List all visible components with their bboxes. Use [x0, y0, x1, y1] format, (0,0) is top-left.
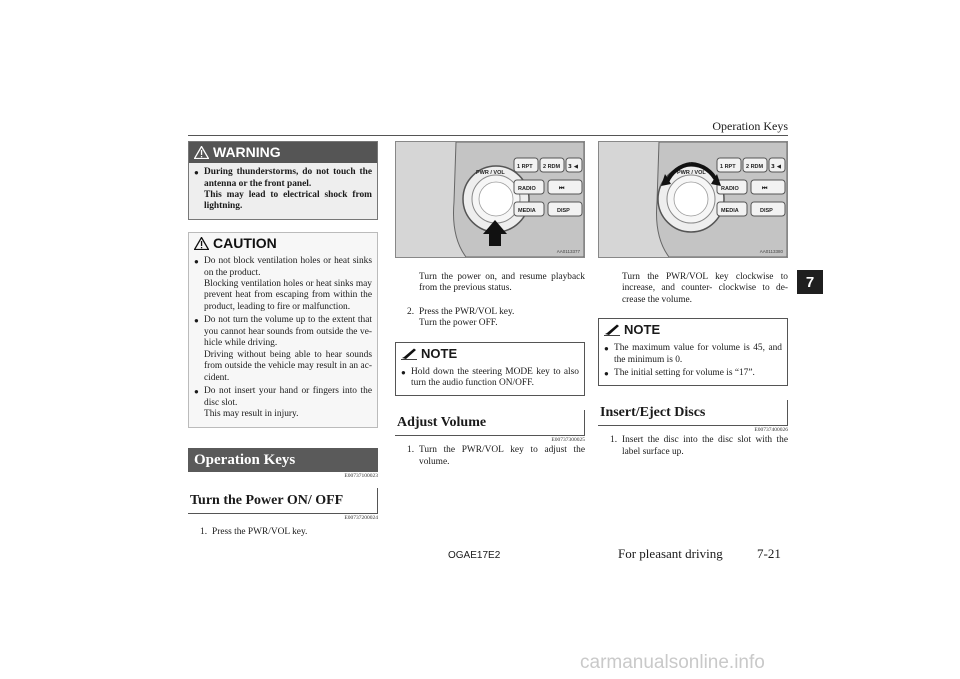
panel-button-label: DISP: [760, 208, 773, 214]
step-text: Insert the disc into the disc slot with the label surface up.: [622, 435, 788, 457]
warning-item-consequence: This may lead to electrical shock from lightning.: [204, 190, 372, 212]
bullet-icon: ●: [401, 367, 406, 377]
running-header-title: Operation Keys: [712, 119, 788, 133]
note-box: [395, 342, 585, 396]
caution-header: [189, 233, 377, 254]
audio-panel-illustration: [396, 142, 584, 257]
caution-item-consequence: This may result in injury.: [204, 409, 299, 420]
warning-box: [188, 141, 378, 220]
note-pencil-icon: [604, 324, 620, 336]
subsection-code-volume: E00737300025: [551, 436, 585, 443]
panel-button-label: 1 RPT: [720, 164, 736, 170]
bullet-icon: ●: [194, 168, 199, 178]
caution-triangle-icon: [194, 237, 209, 250]
step-number: 1.: [407, 445, 415, 456]
note-label: NOTE: [624, 322, 661, 338]
figure-power-key: [395, 141, 585, 258]
panel-button-label: ⏮: [762, 185, 768, 192]
note-item-text: The maximum value for volume is 45, and the minimum is 0.: [614, 343, 782, 365]
note-item: [599, 368, 787, 379]
knob-label: PWR / VOL: [677, 170, 706, 176]
warning-item-text: During thunderstorms, do not touch the antenna or the front panel.: [204, 167, 372, 189]
caution-item-text: Do not insert your hand or fingers into the disc slot.: [204, 386, 372, 408]
figure-code: AA0113377: [556, 248, 580, 254]
step-item: [598, 435, 788, 458]
note-pencil-icon: [401, 348, 417, 360]
panel-button-label: RADIO: [518, 186, 536, 192]
caution-item: [189, 256, 377, 313]
subsection-title-disc: Insert/Eject Discs: [598, 400, 788, 426]
caution-item-text: Do not block ventilation holes or heat sinks on the product.: [204, 256, 372, 278]
step-sub-text: Turn the power OFF.: [419, 318, 498, 329]
footer-document-code: OGAE17E2: [448, 550, 501, 561]
subsection-code-disc: E00737400026: [754, 426, 788, 433]
figure-volume-key: [598, 141, 788, 258]
panel-button-label: RADIO: [721, 186, 739, 192]
note-item: [599, 343, 787, 366]
volume-continued-text: Turn the PWR/VOL key clockwise to increase, and counter- clockwise to de-crease the volume.: [622, 272, 788, 305]
header-rule: [188, 135, 788, 136]
bullet-icon: ●: [604, 344, 609, 354]
column-right: [598, 141, 788, 458]
column-middle: [395, 141, 585, 468]
caution-box: [188, 232, 378, 428]
warning-label: WARNING: [213, 144, 281, 160]
warning-item: [189, 167, 377, 213]
chapter-tab: 7: [797, 270, 823, 294]
panel-button-label: DISP: [557, 208, 570, 214]
panel-button-label: MEDIA: [721, 208, 739, 214]
section-code: E00737100023: [344, 472, 378, 479]
footer-section-name: For pleasant driving: [618, 546, 723, 561]
panel-button-label: 2 RDM: [746, 164, 764, 170]
watermark: carmanualsonline.info: [580, 652, 765, 673]
caution-item-text: Do not turn the volume up to the extent that you cannot hear sounds from outside the ve-hicle while driving.: [204, 315, 372, 349]
note-box: [598, 318, 788, 385]
step-number: 1.: [610, 435, 618, 446]
step-number: 1.: [200, 527, 208, 538]
panel-button-label: 1 RPT: [517, 164, 533, 170]
power-continued-text: Turn the power on, and resume playback from the previous status.: [419, 272, 585, 294]
panel-button-label: 3 ◀: [771, 164, 781, 170]
note-header: [599, 319, 787, 341]
step-text: Turn the PWR/VOL key to adjust the volume.: [419, 445, 585, 467]
subsection-title-volume: Adjust Volume: [395, 410, 585, 436]
bullet-icon: ●: [194, 257, 199, 267]
footer-page-number: 7-21: [757, 546, 781, 561]
step-text: Press the PWR/VOL key.: [419, 306, 515, 317]
note-item: [396, 367, 584, 390]
panel-button-label: 2 RDM: [543, 164, 561, 170]
bullet-icon: ●: [194, 387, 199, 397]
step-number: 2.: [407, 306, 415, 317]
note-item-text: The initial setting for volume is “17”.: [614, 368, 755, 379]
step-item: [188, 527, 378, 538]
caution-item: [189, 315, 377, 384]
bullet-icon: ●: [604, 369, 609, 379]
panel-button-label: ⏮: [559, 185, 565, 192]
bullet-icon: ●: [194, 316, 199, 326]
section-title: Operation Keys: [188, 448, 378, 472]
subsection-title-power: Turn the Power ON/ OFF: [188, 488, 378, 514]
panel-button-label: 3 ◀: [568, 164, 578, 170]
knob-label: PWR / VOL: [476, 170, 505, 176]
note-item-text: Hold down the steering MODE key to also turn the audio function ON/OFF.: [411, 366, 579, 389]
warning-triangle-icon: [194, 146, 209, 159]
panel-button-label: MEDIA: [518, 208, 536, 214]
caution-label: CAUTION: [213, 234, 277, 251]
subsection-code-power: E00737200024: [344, 514, 378, 521]
figure-code: AA0113380: [759, 248, 783, 254]
caution-item: [189, 386, 377, 420]
step-item: [395, 445, 585, 468]
note-header: [396, 343, 584, 365]
note-label: NOTE: [421, 345, 458, 361]
column-left: [188, 141, 378, 539]
warning-header: [189, 142, 377, 163]
audio-panel-illustration: [599, 142, 787, 257]
step-text: Press the PWR/VOL key.: [212, 527, 308, 538]
caution-item-consequence: Driving without being able to hear sounds from outside the vehicle may result in an ac-cident.: [204, 349, 372, 383]
caution-item-consequence: Blocking ventilation holes or heat sinks may prevent heat from escaping from within the product, leading to fire or malfunction.: [204, 278, 372, 312]
step-item: [395, 307, 585, 318]
